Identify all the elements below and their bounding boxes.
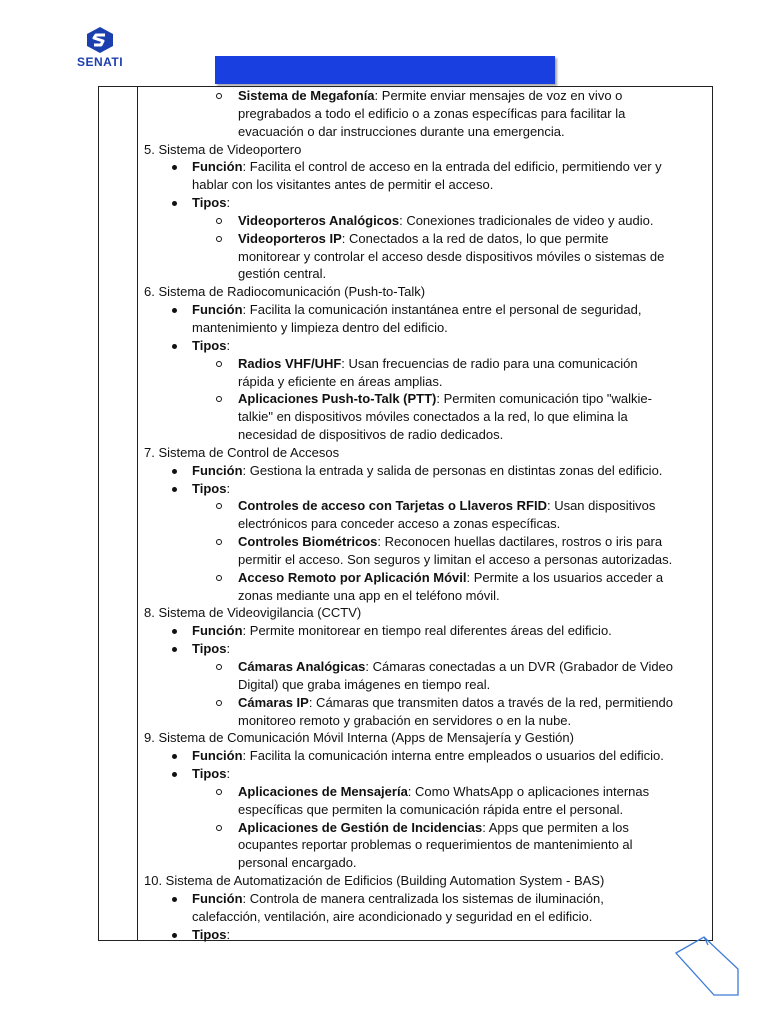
list-item-line	[144, 926, 712, 944]
bullet-icon	[172, 754, 177, 759]
list-item-line	[144, 551, 712, 569]
bold-term: Tipos	[192, 641, 227, 657]
line-text: : Cámaras que transmiten datos a través de la red, permitiendo	[308, 694, 674, 710]
bold-term: Cámaras IP	[238, 694, 309, 710]
list-item-line	[144, 712, 712, 730]
logo-text: SENATI	[76, 55, 124, 69]
list-item-line	[144, 230, 712, 248]
bullet-icon	[172, 897, 177, 902]
header-banner	[215, 56, 555, 84]
list-item-line	[144, 587, 712, 605]
list-item-line	[144, 212, 712, 230]
list-item-line	[144, 801, 712, 819]
line-text: Digital) que graba imágenes en tiempo real.	[238, 676, 491, 692]
line-text: 9. Sistema de Comunicación Móvil Interna (Apps de Mensajería y Gestión)	[144, 730, 574, 746]
line-text: : Permite a los usuarios acceder a	[466, 569, 664, 585]
list-item-line	[144, 783, 712, 801]
list-item-line	[144, 265, 712, 283]
line-text: 5. Sistema de Videoportero	[144, 141, 302, 157]
section-heading	[144, 729, 712, 747]
list-item-line	[144, 176, 712, 194]
line-text: calefacción, ventilación, aire acondicionado y seguridad en el edificio.	[192, 908, 593, 924]
line-text: específicas que permiten la comunicación rápida entre el personal.	[238, 801, 624, 817]
line-text: :	[226, 480, 231, 496]
circle-bullet-icon	[216, 539, 222, 545]
line-text: : Conectados a la red de datos, lo que permite	[341, 230, 609, 246]
bold-term: Función	[192, 748, 243, 764]
circle-bullet-icon	[216, 218, 222, 224]
line-text: mantenimiento y limpieza dentro del edificio.	[192, 319, 448, 335]
line-text: 8. Sistema de Videovigilancia (CCTV)	[144, 605, 362, 621]
section-heading	[144, 604, 712, 622]
list-item-line	[144, 640, 712, 658]
line-text: monitoreo remoto y grabación en servidores o en la nube.	[238, 712, 572, 728]
bold-term: Aplicaciones Push-to-Talk (PTT)	[238, 391, 437, 407]
list-item-line	[144, 569, 712, 587]
list-item-line	[144, 105, 712, 123]
circle-bullet-icon	[216, 789, 222, 795]
line-text: zonas mediante una app en el teléfono móvil.	[238, 587, 500, 603]
line-text: : Facilita la comunicación instantánea entre el personal de seguridad,	[242, 302, 642, 318]
list-item-line	[144, 854, 712, 872]
table-column-divider	[137, 87, 138, 940]
line-text: : Permite monitorear en tiempo real diferentes áreas del edificio.	[242, 623, 612, 639]
senati-logo-icon	[85, 26, 115, 54]
list-item-line	[144, 480, 712, 498]
line-text: : Permite enviar mensajes de voz en vivo o	[374, 88, 623, 103]
line-text: : Permiten comunicación tipo "walkie-	[436, 391, 652, 407]
line-text: : Controla de manera centralizada los sistemas de iluminación,	[242, 890, 604, 906]
line-text: : Cámaras conectadas a un DVR (Grabador de Video	[365, 659, 674, 674]
bold-term: Tipos	[192, 337, 227, 353]
list-item-line	[144, 355, 712, 373]
bold-term: Tipos	[192, 480, 227, 496]
list-item-line	[144, 248, 712, 266]
line-text: hablar con los visitantes antes de permitir el acceso.	[192, 177, 494, 193]
list-item-line	[144, 622, 712, 640]
page-curl-icon	[672, 935, 742, 999]
bullet-icon	[172, 629, 177, 634]
circle-bullet-icon	[216, 503, 222, 509]
list-item-line	[144, 462, 712, 480]
list-item-line	[144, 890, 712, 908]
senati-logo	[73, 26, 127, 76]
list-item-line	[144, 497, 712, 515]
list-item-line	[144, 87, 712, 105]
bold-term: Controles de acceso con Tarjetas o Llaveros RFID	[238, 498, 547, 514]
bold-term: Videoporteros IP	[238, 230, 342, 246]
bold-term: Radios VHF/UHF	[238, 355, 342, 371]
section-heading	[144, 872, 712, 890]
line-text: ocupantes reportar problemas o requerimientos de mantenimiento al	[238, 837, 633, 853]
circle-bullet-icon	[216, 361, 222, 367]
bold-term: Función	[192, 623, 243, 639]
list-item-line	[144, 676, 712, 694]
list-item-line	[144, 819, 712, 837]
bold-term: Controles Biométricos	[238, 534, 378, 550]
list-item-line	[144, 373, 712, 391]
bold-term: Función	[192, 302, 243, 318]
line-text: : Usan frecuencias de radio para una comunicación	[341, 355, 638, 371]
bold-term: Tipos	[192, 195, 227, 211]
circle-bullet-icon	[216, 93, 222, 99]
circle-bullet-icon	[216, 236, 222, 242]
circle-bullet-icon	[216, 396, 222, 402]
list-item-line	[144, 426, 712, 444]
line-text: rápida y eficiente en áreas amplias.	[238, 373, 443, 389]
list-item-line	[144, 694, 712, 712]
bullet-icon	[172, 308, 177, 313]
line-text: : Gestiona la entrada y salida de personas en distintas zonas del edificio.	[242, 462, 663, 478]
bullet-icon	[172, 344, 177, 349]
bullet-icon	[172, 772, 177, 777]
line-text: : Conexiones tradicionales de video y audio.	[399, 212, 654, 228]
line-text: gestión central.	[238, 266, 327, 282]
line-text: personal encargado.	[238, 855, 357, 871]
list-item-line	[144, 123, 712, 141]
bullet-icon	[172, 647, 177, 652]
list-item-line	[144, 158, 712, 176]
line-text: : Usan dispositivos	[546, 498, 656, 514]
line-text: : Facilita el control de acceso en la entrada del edificio, permitiendo ver y	[242, 159, 662, 175]
section-heading	[144, 141, 712, 159]
list-item-line	[144, 533, 712, 551]
circle-bullet-icon	[216, 825, 222, 831]
list-item-line	[144, 301, 712, 319]
line-text: electrónicos para conceder acceso a zonas específicas.	[238, 516, 561, 532]
list-item-line	[144, 908, 712, 926]
line-text: pregrabados a todo el edificio o a zonas específicas para facilitar la	[238, 105, 626, 121]
section-heading	[144, 444, 712, 462]
bold-term: Tipos	[192, 926, 227, 942]
line-text: permitir el acceso. Son seguros y limitan el acceso a personas autorizadas.	[238, 551, 673, 567]
line-text: 7. Sistema de Control de Accesos	[144, 444, 340, 460]
list-item-line	[144, 390, 712, 408]
circle-bullet-icon	[216, 575, 222, 581]
document-body	[144, 87, 712, 944]
bold-term: Cámaras Analógicas	[238, 659, 366, 674]
list-item-line	[144, 765, 712, 783]
circle-bullet-icon	[216, 700, 222, 706]
line-text: :	[226, 926, 231, 942]
bullet-icon	[172, 201, 177, 206]
bold-term: Acceso Remoto por Aplicación Móvil	[238, 569, 467, 585]
line-text: : Apps que permiten a los	[482, 819, 629, 835]
line-text: evacuación o dar instrucciones durante una emergencia.	[238, 123, 565, 139]
line-text: :	[226, 641, 231, 657]
circle-bullet-icon	[216, 664, 222, 670]
line-text: talkie" en dispositivos móviles conectados a la red, lo que elimina la	[238, 409, 628, 425]
list-item-line	[144, 515, 712, 533]
bold-term: Función	[192, 462, 243, 478]
line-text: monitorear y controlar el acceso desde dispositivos móviles o sistemas de	[238, 248, 665, 264]
bold-term: Función	[192, 890, 243, 906]
bold-term: Videoporteros Analógicos	[238, 212, 400, 228]
line-text: :	[226, 337, 231, 353]
line-text: : Reconocen huellas dactilares, rostros o iris para	[377, 534, 663, 550]
list-item-line	[144, 658, 712, 676]
line-text: :	[226, 195, 231, 211]
line-text: :	[226, 766, 231, 782]
bold-term: Aplicaciones de Gestión de Incidencias	[238, 819, 483, 835]
bullet-icon	[172, 469, 177, 474]
bullet-icon	[172, 165, 177, 170]
list-item-line	[144, 319, 712, 337]
list-item-line	[144, 836, 712, 854]
bold-term: Sistema de Megafonía	[238, 88, 375, 103]
list-item-line	[144, 747, 712, 765]
bullet-icon	[172, 933, 177, 938]
list-item-line	[144, 337, 712, 355]
bold-term: Función	[192, 159, 243, 175]
content-table	[98, 86, 713, 941]
line-text: : Facilita la comunicación interna entre empleados o usuarios del edificio.	[242, 748, 664, 764]
line-text: 10. Sistema de Automatización de Edificios (Building Automation System - BAS)	[144, 873, 605, 889]
section-heading	[144, 283, 712, 301]
list-item-line	[144, 194, 712, 212]
line-text: 6. Sistema de Radiocomunicación (Push-to-Talk)	[144, 284, 426, 300]
list-item-line	[144, 408, 712, 426]
line-text: : Como WhatsApp o aplicaciones internas	[407, 783, 650, 799]
bold-term: Aplicaciones de Mensajería	[238, 783, 408, 799]
line-text: necesidad de dispositivos de radio dedicados.	[238, 427, 504, 443]
bold-term: Tipos	[192, 766, 227, 782]
bullet-icon	[172, 487, 177, 492]
